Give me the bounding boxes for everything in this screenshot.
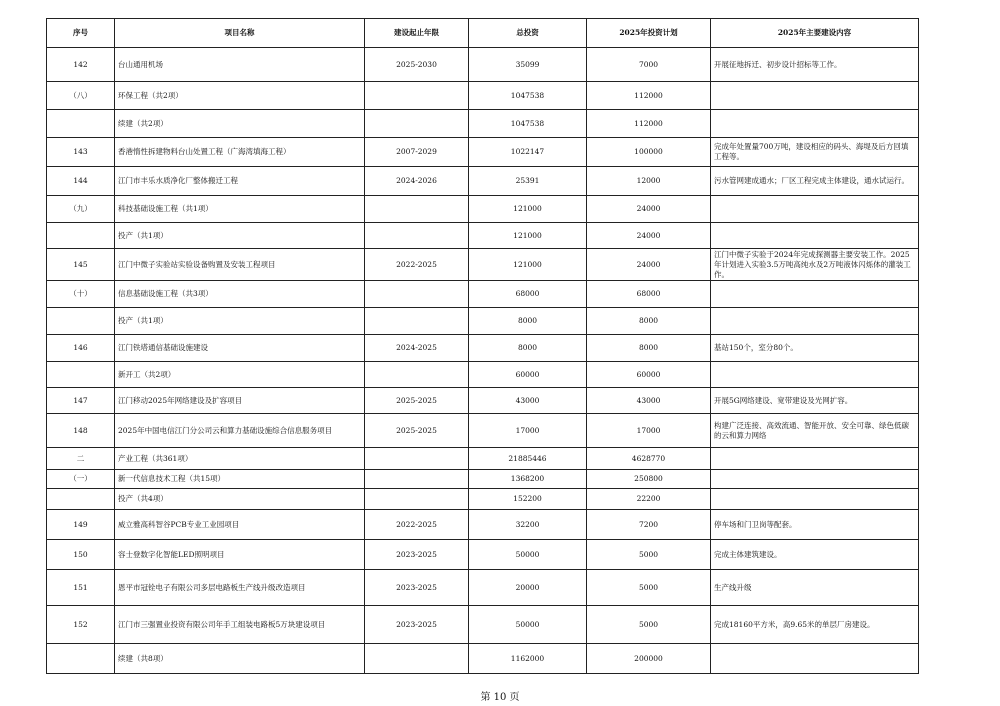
cell-content xyxy=(711,223,919,249)
cell-no xyxy=(47,489,115,510)
cell-total: 43000 xyxy=(469,388,587,414)
cell-content xyxy=(711,110,919,138)
cell-content: 完成18160平方米，高9.65米的单层厂房建设。 xyxy=(711,606,919,644)
cell-total: 20000 xyxy=(469,570,587,606)
cell-total: 60000 xyxy=(469,362,587,388)
cell-total: 1368200 xyxy=(469,470,587,489)
cell-plan: 100000 xyxy=(587,138,711,167)
cell-content xyxy=(711,489,919,510)
cell-content xyxy=(711,470,919,489)
table-row xyxy=(47,362,919,388)
cell-period xyxy=(365,308,469,335)
cell-name: 江门市三强置业投资有限公司年手工组装电路板5万块建设项目 xyxy=(115,606,365,644)
cell-plan: 68000 xyxy=(587,281,711,308)
cell-content xyxy=(711,362,919,388)
cell-content: 构建广泛连接、高效流通、智能开放、安全可靠、绿色低碳的云和算力网络 xyxy=(711,414,919,448)
cell-name: 恩平市冠铨电子有限公司多层电路板生产线升级改造项目 xyxy=(115,570,365,606)
cell-total: 8000 xyxy=(469,335,587,362)
cell-total: 1022147 xyxy=(469,138,587,167)
cell-total: 32200 xyxy=(469,510,587,540)
cell-content xyxy=(711,281,919,308)
cell-total: 35099 xyxy=(469,48,587,82)
cell-no: （九） xyxy=(47,196,115,223)
cell-name: 科技基础设施工程（共1项） xyxy=(115,196,365,223)
cell-period: 2023-2025 xyxy=(365,570,469,606)
cell-period: 2023-2025 xyxy=(365,540,469,570)
table-row xyxy=(47,644,919,674)
cell-no: 143 xyxy=(47,138,115,167)
cell-no: （八） xyxy=(47,82,115,110)
cell-plan: 5000 xyxy=(587,570,711,606)
cell-content xyxy=(711,644,919,674)
cell-total: 121000 xyxy=(469,196,587,223)
cell-no: 二 xyxy=(47,448,115,470)
table-row xyxy=(47,196,919,223)
cell-content: 污水管网建成通水；厂区工程完成主体建设，通水试运行。 xyxy=(711,167,919,196)
cell-plan: 7200 xyxy=(587,510,711,540)
cell-period xyxy=(365,196,469,223)
cell-total: 50000 xyxy=(469,540,587,570)
cell-total: 1047538 xyxy=(469,110,587,138)
cell-no xyxy=(47,644,115,674)
cell-period xyxy=(365,223,469,249)
header-plan: 2025年投资计划 xyxy=(587,19,711,48)
cell-name: 2025年中国电信江门分公司云和算力基础设施综合信息服务项目 xyxy=(115,414,365,448)
table-row xyxy=(47,470,919,489)
table-row xyxy=(47,308,919,335)
cell-no xyxy=(47,110,115,138)
cell-plan: 7000 xyxy=(587,48,711,82)
cell-period: 2023-2025 xyxy=(365,606,469,644)
table-row xyxy=(47,570,919,606)
cell-name: 投产（共1项） xyxy=(115,308,365,335)
cell-name: 投产（共4项） xyxy=(115,489,365,510)
cell-no: 151 xyxy=(47,570,115,606)
cell-no: （十） xyxy=(47,281,115,308)
cell-name: 江门市丰乐水质净化厂整体搬迁工程 xyxy=(115,167,365,196)
cell-total: 50000 xyxy=(469,606,587,644)
cell-content: 停车场和门卫岗等配套。 xyxy=(711,510,919,540)
cell-period xyxy=(365,82,469,110)
cell-name: 投产（共1项） xyxy=(115,223,365,249)
cell-period xyxy=(365,470,469,489)
cell-name: 续建（共8项） xyxy=(115,644,365,674)
cell-period: 2022-2025 xyxy=(365,510,469,540)
cell-period: 2007-2029 xyxy=(365,138,469,167)
cell-name: 江门中微子实验站实验设备购置及安装工程项目 xyxy=(115,249,365,281)
cell-period xyxy=(365,281,469,308)
cell-plan: 112000 xyxy=(587,110,711,138)
cell-total: 1047538 xyxy=(469,82,587,110)
cell-name: 续建（共2项） xyxy=(115,110,365,138)
table-row xyxy=(47,606,919,644)
table-row xyxy=(47,48,919,82)
cell-plan: 5000 xyxy=(587,606,711,644)
cell-name: 新一代信息技术工程（共15项） xyxy=(115,470,365,489)
cell-plan: 24000 xyxy=(587,196,711,223)
cell-total: 1162000 xyxy=(469,644,587,674)
cell-no: 148 xyxy=(47,414,115,448)
cell-content xyxy=(711,308,919,335)
header-content: 2025年主要建设内容 xyxy=(711,19,919,48)
cell-no: 147 xyxy=(47,388,115,414)
cell-no: （一） xyxy=(47,470,115,489)
table-row xyxy=(47,223,919,249)
cell-period xyxy=(365,489,469,510)
cell-plan: 8000 xyxy=(587,308,711,335)
cell-plan: 8000 xyxy=(587,335,711,362)
cell-name: 容士登数字化智能LED照明项目 xyxy=(115,540,365,570)
cell-total: 121000 xyxy=(469,249,587,281)
cell-content xyxy=(711,82,919,110)
header-total: 总投资 xyxy=(469,19,587,48)
table-row xyxy=(47,110,919,138)
table-row xyxy=(47,335,919,362)
cell-period xyxy=(365,362,469,388)
cell-content xyxy=(711,448,919,470)
cell-period: 2025-2030 xyxy=(365,48,469,82)
table-row xyxy=(47,138,919,167)
cell-no xyxy=(47,362,115,388)
cell-no: 149 xyxy=(47,510,115,540)
cell-content xyxy=(711,196,919,223)
cell-name: 新开工（共2项） xyxy=(115,362,365,388)
cell-plan: 43000 xyxy=(587,388,711,414)
cell-name: 台山通用机场 xyxy=(115,48,365,82)
cell-no: 146 xyxy=(47,335,115,362)
cell-period xyxy=(365,110,469,138)
header-period: 建设起止年限 xyxy=(365,19,469,48)
cell-period xyxy=(365,644,469,674)
table-row xyxy=(47,489,919,510)
header-no: 序号 xyxy=(47,19,115,48)
cell-no: 152 xyxy=(47,606,115,644)
table-row xyxy=(47,167,919,196)
cell-plan: 12000 xyxy=(587,167,711,196)
cell-name: 江门铁塔通信基础设施建设 xyxy=(115,335,365,362)
table-row xyxy=(47,249,919,281)
cell-period: 2022-2025 xyxy=(365,249,469,281)
cell-total: 121000 xyxy=(469,223,587,249)
header-name: 项目名称 xyxy=(115,19,365,48)
cell-total: 68000 xyxy=(469,281,587,308)
table-row xyxy=(47,510,919,540)
cell-total: 8000 xyxy=(469,308,587,335)
cell-no xyxy=(47,308,115,335)
cell-content: 基站150个，室分80个。 xyxy=(711,335,919,362)
cell-plan: 250800 xyxy=(587,470,711,489)
cell-content: 开展5G网络建设、宽带建设及光网扩容。 xyxy=(711,388,919,414)
cell-name: 产业工程（共361项） xyxy=(115,448,365,470)
cell-name: 香港惰性拆建物料台山处置工程（广海湾填海工程） xyxy=(115,138,365,167)
cell-name: 信息基础设施工程（共3项） xyxy=(115,281,365,308)
cell-total: 21885446 xyxy=(469,448,587,470)
cell-name: 威立雅高科智谷PCB专业工业园项目 xyxy=(115,510,365,540)
cell-plan: 4628770 xyxy=(587,448,711,470)
cell-content: 完成年处置量700万吨，建设相应的码头、海堤及后方回填工程等。 xyxy=(711,138,919,167)
cell-content: 生产线升级 xyxy=(711,570,919,606)
cell-total: 152200 xyxy=(469,489,587,510)
table-header-row xyxy=(47,19,919,48)
project-table xyxy=(46,18,919,674)
cell-content: 江门中微子实验于2024年完成探测器主要安装工作。2025年计划进入实验3.5万吨高纯水及2万吨液体闪烁体的灌装工作。 xyxy=(711,249,919,281)
table-row xyxy=(47,82,919,110)
cell-plan: 24000 xyxy=(587,223,711,249)
cell-content: 完成主体建筑建设。 xyxy=(711,540,919,570)
cell-total: 25391 xyxy=(469,167,587,196)
cell-plan: 5000 xyxy=(587,540,711,570)
cell-plan: 112000 xyxy=(587,82,711,110)
cell-name: 环保工程（共2项） xyxy=(115,82,365,110)
page-number: 第 10 页 xyxy=(480,692,520,703)
cell-no: 150 xyxy=(47,540,115,570)
cell-plan: 22200 xyxy=(587,489,711,510)
cell-no: 145 xyxy=(47,249,115,281)
cell-content: 开展征地拆迁、初步设计招标等工作。 xyxy=(711,48,919,82)
cell-no: 142 xyxy=(47,48,115,82)
table-row xyxy=(47,388,919,414)
cell-period: 2024-2026 xyxy=(365,167,469,196)
cell-plan: 17000 xyxy=(587,414,711,448)
cell-name: 江门移动2025年网络建设及扩容项目 xyxy=(115,388,365,414)
table-row xyxy=(47,540,919,570)
cell-total: 17000 xyxy=(469,414,587,448)
cell-plan: 200000 xyxy=(587,644,711,674)
cell-no: 144 xyxy=(47,167,115,196)
cell-period: 2025-2025 xyxy=(365,414,469,448)
cell-period: 2024-2025 xyxy=(365,335,469,362)
cell-no xyxy=(47,223,115,249)
table-row xyxy=(47,414,919,448)
table-row xyxy=(47,448,919,470)
cell-period: 2025-2025 xyxy=(365,388,469,414)
table-row xyxy=(47,281,919,308)
cell-period xyxy=(365,448,469,470)
cell-plan: 24000 xyxy=(587,249,711,281)
cell-plan: 60000 xyxy=(587,362,711,388)
